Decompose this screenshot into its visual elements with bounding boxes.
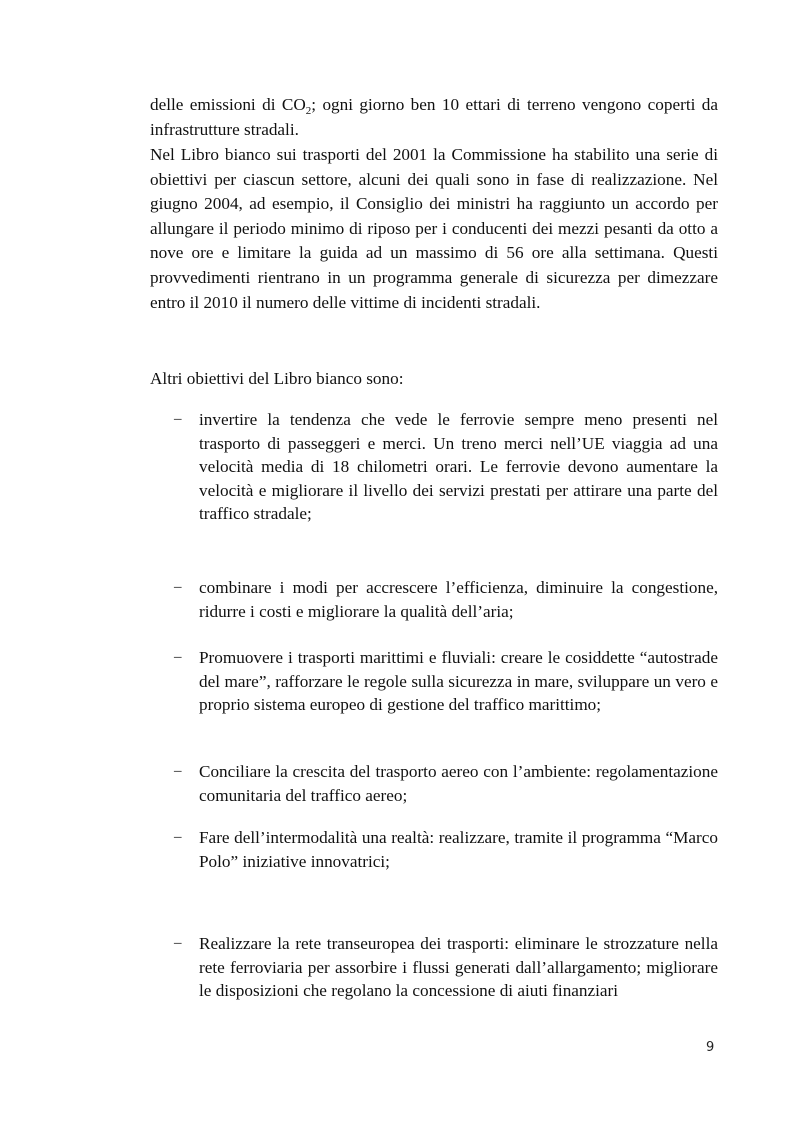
bullet-dash: – bbox=[174, 579, 182, 595]
list-item-text: Realizzare la rete transeuropea dei trasporti: eliminare le strozzature nella rete ferroviaria per assorbire i flussi generati dall’allargamento; migliorare le disposizioni che regolano la concessione di aiuti finanziari bbox=[199, 934, 718, 1001]
page-number: 9 bbox=[706, 1040, 715, 1055]
subscript-2: 2 bbox=[305, 105, 312, 117]
bullet-dash: – bbox=[174, 411, 182, 427]
list-item-text: Conciliare la crescita del trasporto aereo con l’ambiente: regolamentazione comunitaria del traffico aereo; bbox=[199, 762, 718, 805]
bullet-dash: – bbox=[174, 763, 182, 779]
list-item-text: Promuovere i trasporti marittimi e fluviali: creare le cosiddette “autostrade del mare”, rafforzare le regole sulla sicurezza in mare, sviluppare un vero e proprio sistema europeo di gestione del traffico marittimo; bbox=[199, 648, 718, 715]
bullet-dash: – bbox=[174, 829, 182, 845]
list-item-text: combinare i modi per accrescere l’efficienza, diminuire la congestione, ridurre i costi e migliorare la qualità dell’aria; bbox=[199, 578, 718, 621]
list-intro: Altri obiettivi del Libro bianco sono: bbox=[150, 369, 404, 388]
paragraph-text: delle emissioni di CO bbox=[150, 95, 306, 114]
paragraph-white-paper: Nel Libro bianco sui trasporti del 2001 la Commissione ha stabilito una serie di obiettivi per ciascun settore, alcuni dei quali sono in fase di realizzazione. Nel giugno 2004, ad esempio, il Consiglio dei ministri ha raggiunto un accordo per allungare il periodo minimo di riposo per i conducenti dei mezzi pesanti da otto a nove ore e limitare la guida ad un massimo di 56 ore alla settimana. Questi provvedimenti rientrano in un programma generale di sicurezza per dimezzare entro il 2010 il numero delle vittime di incidenti stradali. bbox=[150, 145, 718, 312]
paragraph-co2-emissions bbox=[150, 93, 718, 142]
paragraph-text: ; ogni giorno ben 10 ettari di terreno vengono coperti da infrastrutture stradali. bbox=[150, 95, 719, 139]
list-item-text: Fare dell’intermodalità una realtà: realizzare, tramite il programma “Marco Polo” iniziative innovatrici; bbox=[199, 828, 718, 871]
bullet-dash: – bbox=[174, 935, 182, 951]
bullet-dash: – bbox=[174, 649, 182, 665]
list-item-text: invertire la tendenza che vede le ferrovie sempre meno presenti nel trasporto di passeggeri e merci. Un treno merci nell’UE viaggia ad una velocità media di 18 chilometri orari. Le ferrovie devono aumentare la velocità e migliorare il livello dei servizi prestati per attirare una parte del traffico stradale; bbox=[199, 410, 718, 524]
